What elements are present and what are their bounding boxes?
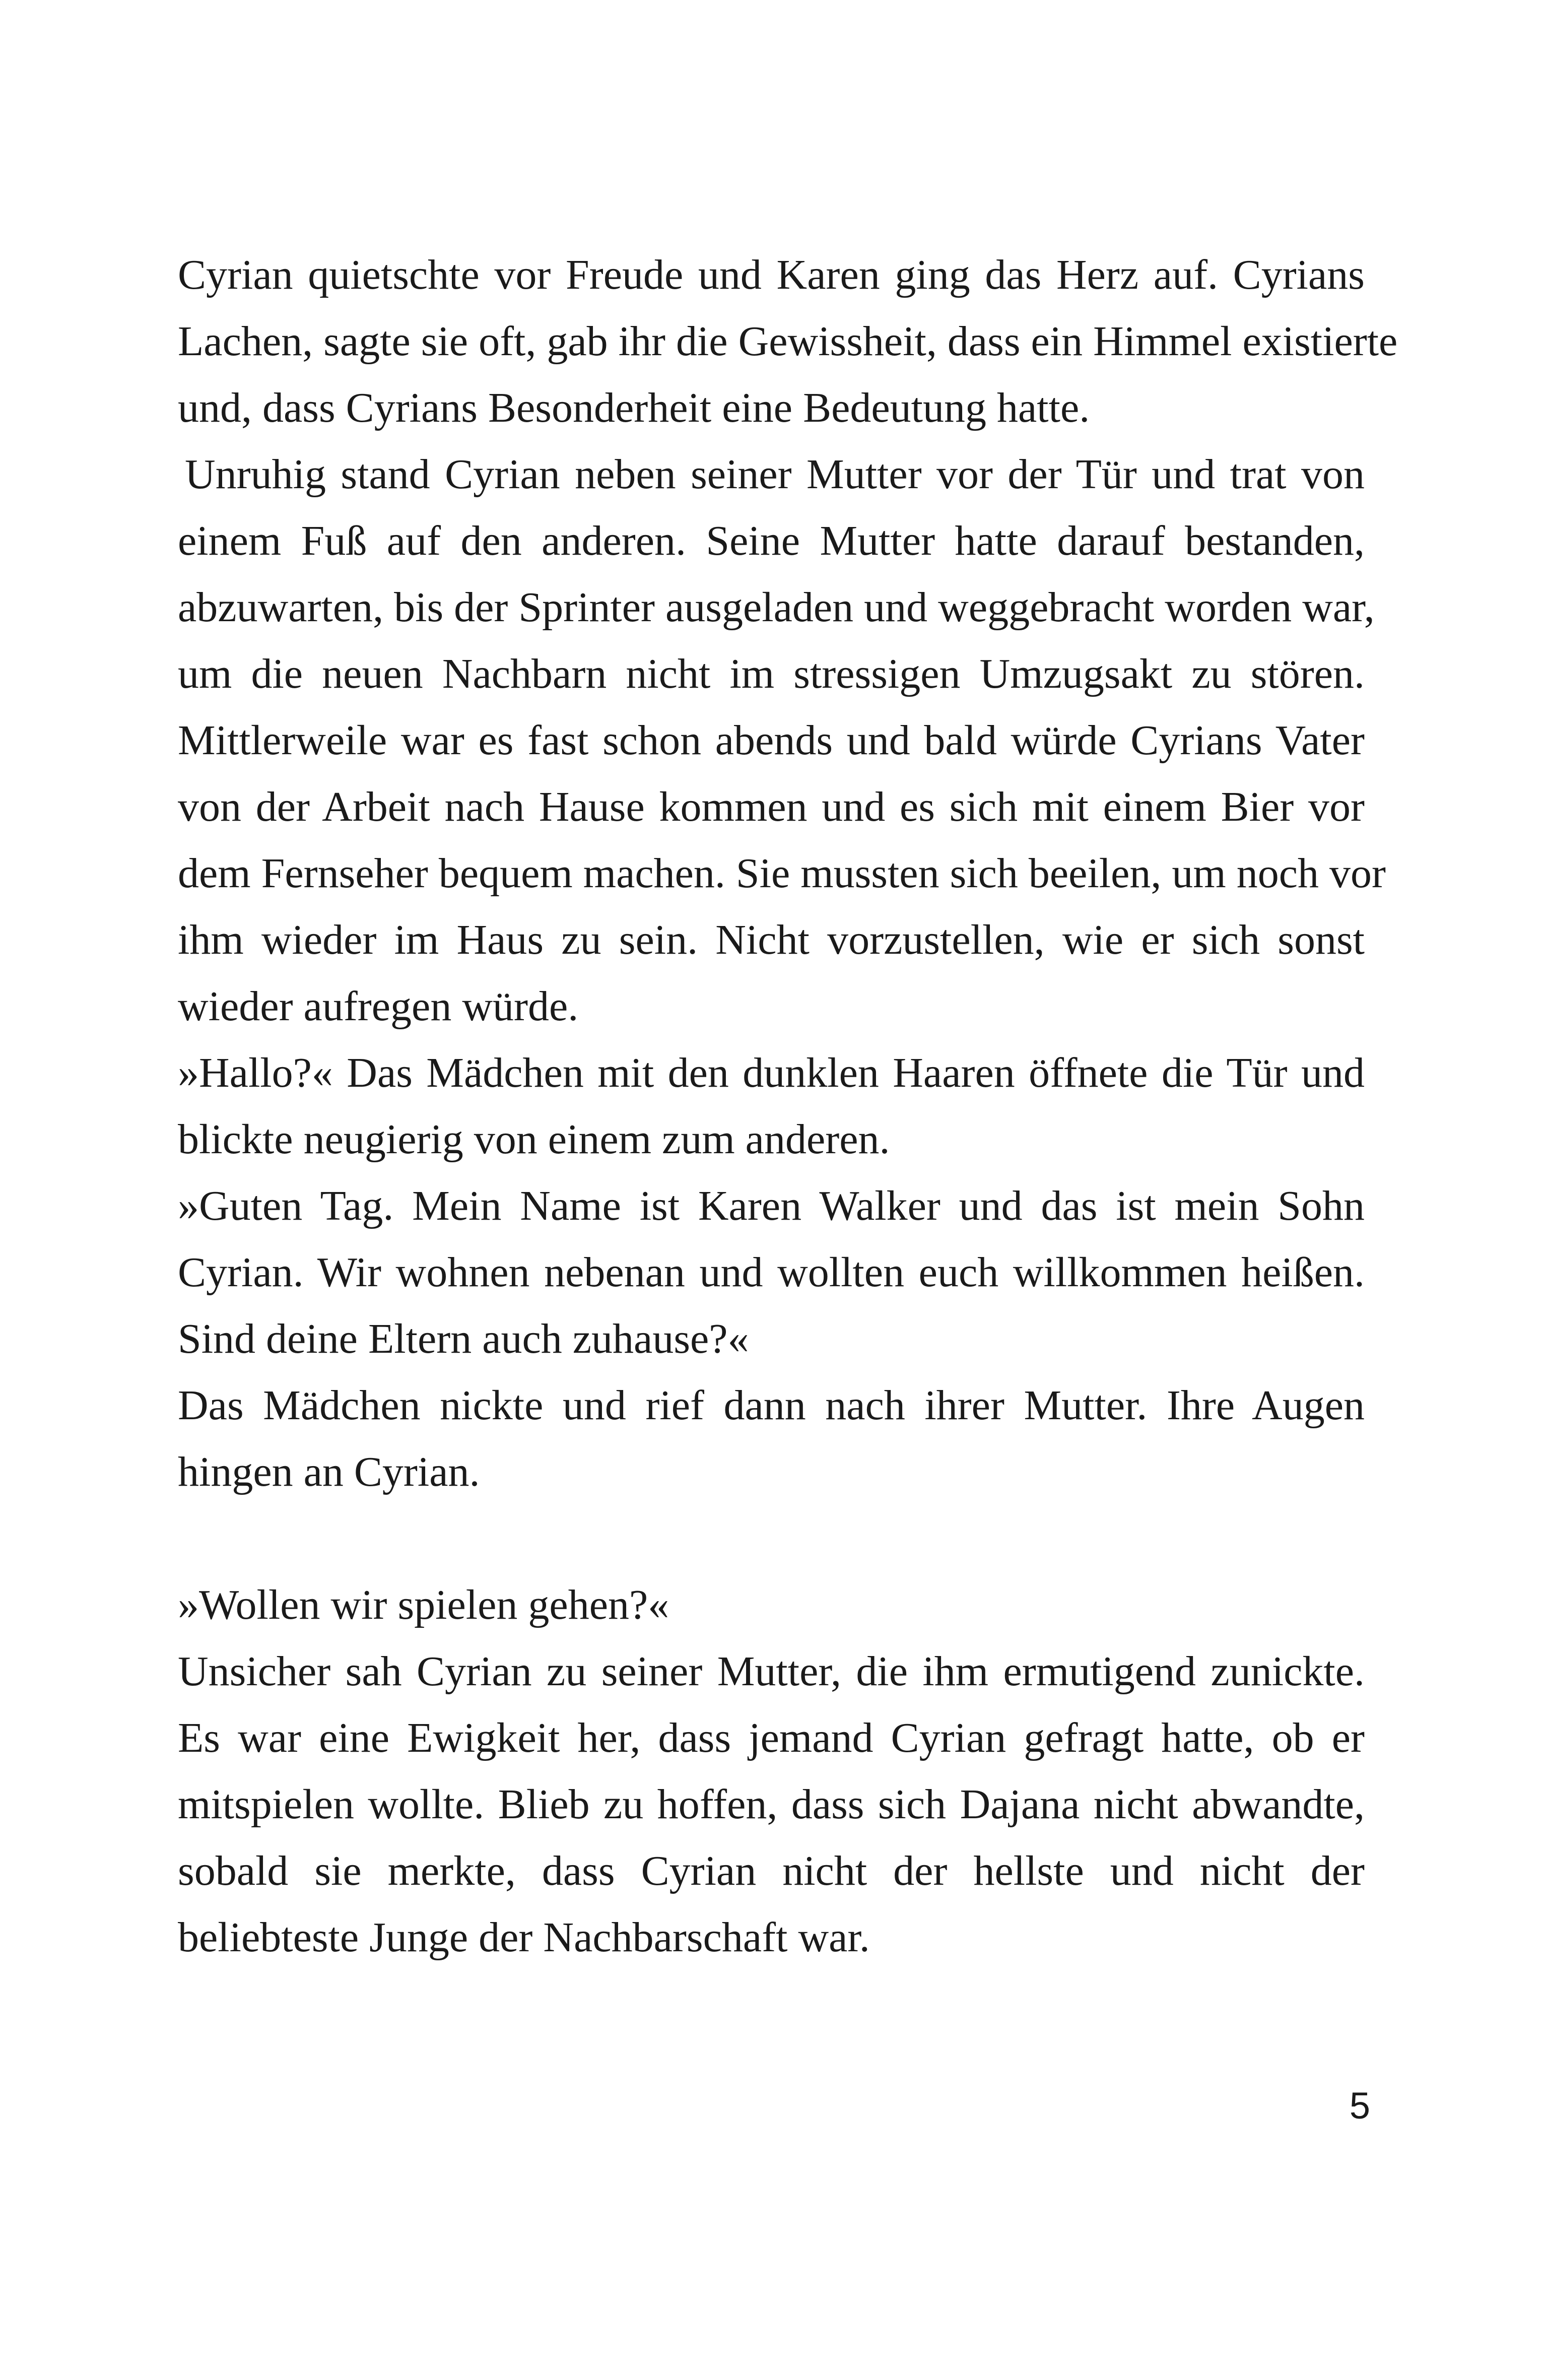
- text-line: wieder aufregen würde.: [178, 983, 579, 1030]
- text-line: um die neuen Nachbarn nicht im stressigen Umzugsakt zu stören.: [178, 650, 1365, 697]
- text-line: Es war eine Ewigkeit her, dass jemand Cyrian gefragt hatte, ob er: [178, 1714, 1365, 1761]
- paragraph-gap: [178, 1505, 1365, 1572]
- text-line: Mittlerweile war es fast schon abends und bald würde Cyrians Vater: [178, 717, 1365, 764]
- text-line: »Hallo?« Das Mädchen mit den dunklen Haaren öffnete die Tür und: [178, 1049, 1365, 1096]
- page-number: 5: [1349, 2085, 1370, 2127]
- text-line: blickte neugierig von einem zum anderen.: [178, 1116, 890, 1163]
- text-line: ihm wieder im Haus zu sein. Nicht vorzustellen, wie er sich sonst: [178, 916, 1365, 963]
- body-text: [178, 242, 1398, 1971]
- text-line: »Wollen wir spielen gehen?«: [178, 1581, 669, 1628]
- text-line: und, dass Cyrians Besonderheit eine Bedeutung hatte.: [178, 384, 1090, 431]
- text-line: mitspielen wollte. Blieb zu hoffen, dass sich Dajana nicht abwandte,: [178, 1781, 1365, 1828]
- text-line: abzuwarten, bis der Sprinter ausgeladen und weggebracht worden war,: [178, 584, 1375, 631]
- text-line: dem Fernseher bequem machen. Sie mussten sich beeilen, um noch vor: [178, 850, 1386, 897]
- text-line: Lachen, sagte sie oft, gab ihr die Gewissheit, dass ein Himmel existierte: [178, 318, 1398, 365]
- text-line: Unsicher sah Cyrian zu seiner Mutter, die ihm ermutigend zunickte.: [178, 1648, 1365, 1695]
- text-line: Unruhig stand Cyrian neben seiner Mutter vor der Tür und trat von: [185, 451, 1365, 498]
- text-line: Cyrian. Wir wohnen nebenan und wollten euch willkommen heißen.: [178, 1249, 1365, 1296]
- text-line: hingen an Cyrian.: [178, 1448, 480, 1495]
- text-line: Cyrian quietschte vor Freude und Karen ging das Herz auf. Cyrians: [178, 251, 1365, 298]
- text-line: von der Arbeit nach Hause kommen und es sich mit einem Bier vor: [178, 783, 1365, 830]
- text-line: einem Fuß auf den anderen. Seine Mutter hatte darauf bestanden,: [178, 517, 1365, 564]
- text-line: sobald sie merkte, dass Cyrian nicht der hellste und nicht der: [178, 1847, 1365, 1894]
- text-line: beliebteste Junge der Nachbarschaft war.: [178, 1914, 870, 1961]
- text-line: Sind deine Eltern auch zuhause?«: [178, 1315, 749, 1362]
- text-line: »Guten Tag. Mein Name ist Karen Walker und das ist mein Sohn: [178, 1182, 1365, 1229]
- text-line: Das Mädchen nickte und rief dann nach ihrer Mutter. Ihre Augen: [178, 1382, 1365, 1429]
